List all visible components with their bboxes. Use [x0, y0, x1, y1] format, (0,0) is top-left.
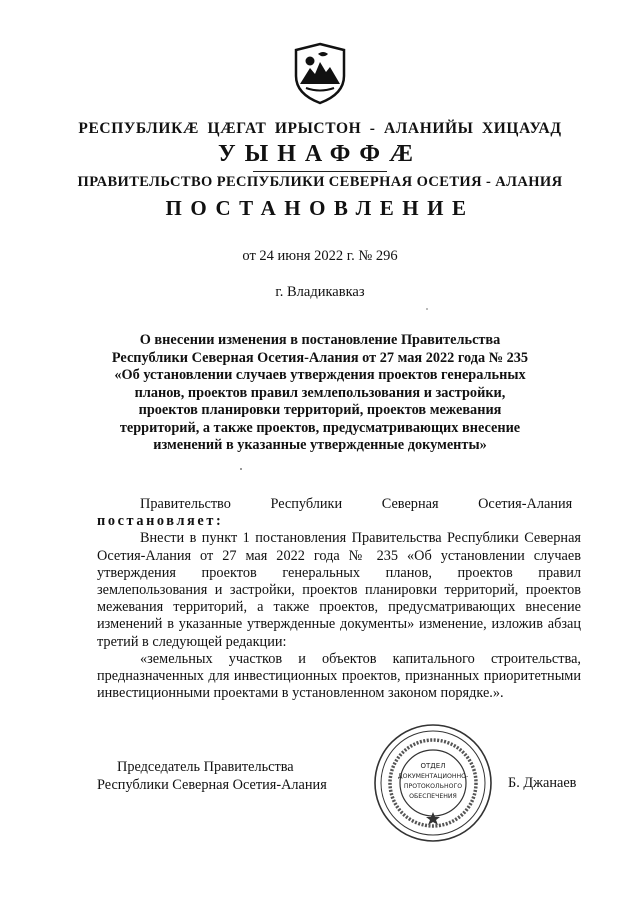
header-divider — [253, 171, 387, 172]
intro-text: Правительство Республики Северная Осетия-Алания — [140, 496, 573, 512]
decree-word-line — [97, 513, 581, 530]
intro-paragraph — [97, 496, 581, 513]
decree-word: постановляет: — [97, 513, 224, 530]
stamp-center-line-2: ДОКУМЕНТАЦИОННО- — [397, 773, 469, 780]
signatory-name: Б. Джанаев — [508, 775, 577, 791]
signatory-position — [97, 758, 327, 794]
decree-title: О внесении изменения в постановление Правительства Республики Северная Осетия-Алания от 27 мая 2022 года № 235 «Об установлении случаев утверждения проектов генеральных планов, проектов правил землепользования и застройки, проектов планировки территорий, проектов межевания территорий, а также проектов, предусматривающих внесение изменений в указанные утвержденные документы» — [111, 332, 529, 453]
stamp-center-line-4: ОБЕСПЕЧЕНИЯ — [409, 793, 457, 800]
stamp-center-line-3: ПРОТОКОЛЬНОГО — [403, 783, 463, 790]
signatory-position-line1: Председатель Правительства — [117, 759, 294, 775]
header-republic-ossetian: РЕСПУБЛИКӔ ЦӔГАТ ИРЫСТОН - АЛАНИЙЫ ХИЦАУАД — [78, 120, 562, 137]
scan-speck — [240, 468, 242, 470]
decree-city: г. Владикавказ — [275, 284, 365, 300]
header-government: ПРАВИТЕЛЬСТВО РЕСПУБЛИКИ СЕВЕРНАЯ ОСЕТИЯ - АЛАНИЯ — [77, 174, 563, 190]
coat-of-arms-emblem — [288, 40, 352, 106]
stamp-center-line-1: ОТДЕЛ — [420, 762, 446, 770]
paragraph-2: «земельных участков и объектов капитального строительства, предназначенных для инвестиционных проектов, признанных приоритетными инвестиционными проектами в установленном законом порядке.». — [97, 650, 581, 702]
header-decree-ossetian: УЫНАФФӔ — [218, 141, 422, 167]
decree-date-number: от 24 июня 2022 г. № 296 — [242, 248, 398, 264]
signatory-position-line2: Республики Северная Осетия-Алания — [97, 777, 327, 793]
scan-speck — [426, 308, 428, 310]
decree-body — [97, 496, 581, 702]
official-stamp — [372, 722, 494, 844]
paragraph-1: Внести в пункт 1 постановления Правительства Республики Северная Осетия-Алания от 27 мая 2022 года № 235 «Об установлении случаев утверждения проектов генеральных планов, проектов правил землепользования и застройки, проектов планировки территорий, проектов межевания территорий, а также проектов, предусматривающих внесение изменений в указанные утвержденные документы» изменение, изложив абзац третий в следующей редакции: — [97, 530, 581, 650]
document-type-title: ПОСТАНОВЛЕНИЕ — [165, 196, 475, 220]
